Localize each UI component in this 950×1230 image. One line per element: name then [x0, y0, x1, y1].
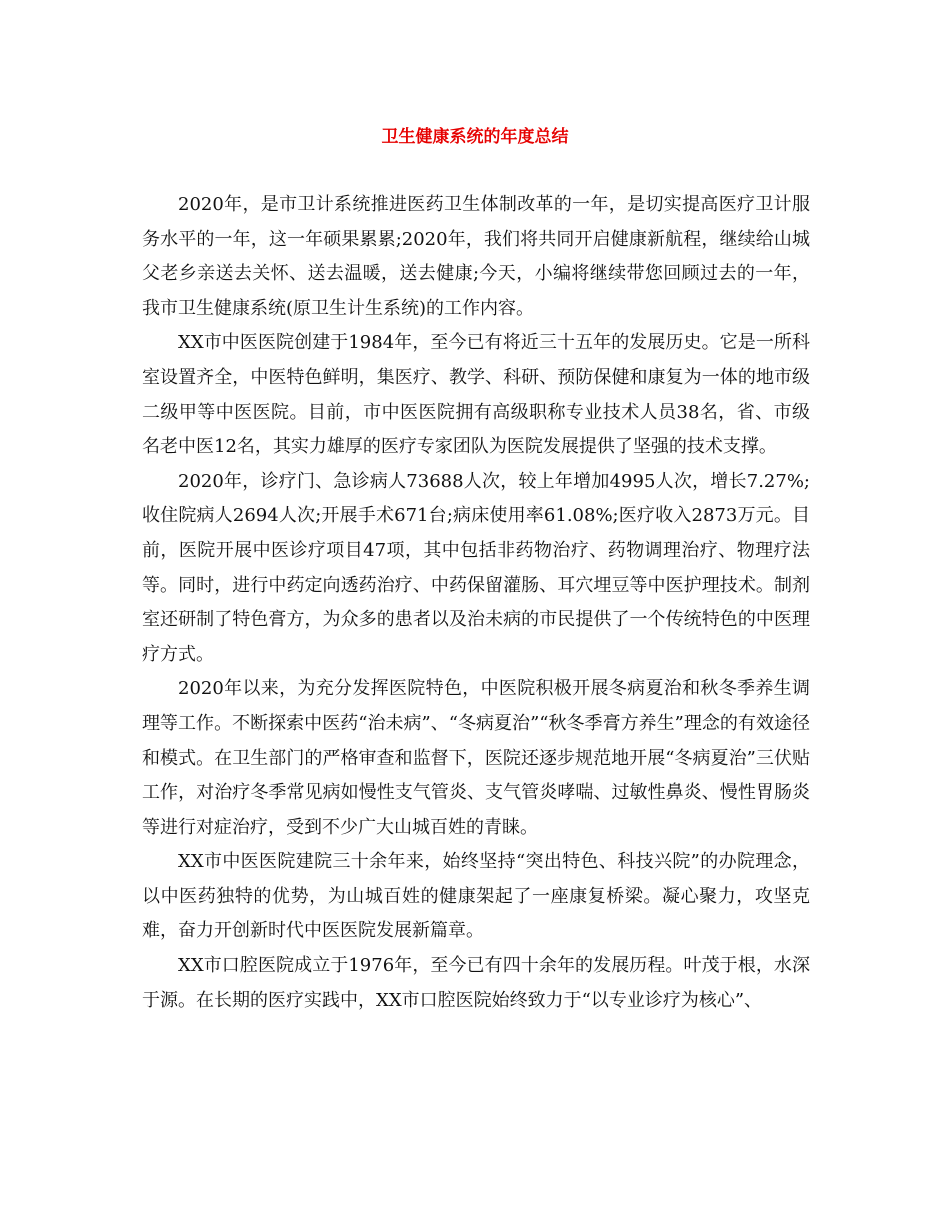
document-body: [142, 188, 810, 1018]
paragraph-dental-hospital: XX市口腔医院成立于1976年，至今已有四十余年的发展历程。叶茂于根，水深于源。在长期的医疗实践中，XX市口腔医院始终致力于“以专业诊疗为核心”、: [142, 955, 810, 1011]
paragraph-tcm-hospital-history: XX市中医医院创建于1984年，至今已有将近三十五年的发展历史。它是一所科室设置齐全，中医特色鲜明，集医疗、教学、科研、预防保健和康复为一体的地市级二级甲等中医医院。目前，市中医医院拥有高级职称专业技术人员38名，省、市级名老中医12名，其实力雄厚的医疗专家团队为医院发展提供了坚强的技术支撑。: [142, 332, 810, 458]
paragraph-winter-summer-treatment: 2020年以来，为充分发挥医院特色，中医院积极开展冬病夏治和秋冬季养生调理等工作。不断探索中医药“治未病”、“冬病夏治”“秋冬季膏方养生”理念的有效途径和模式。在卫生部门的严格审查和监督下，医院还逐步规范地开展“冬病夏治”三伏贴工作，对治疗冬季常见病如慢性支气管炎、支气管炎哮喘、过敏性鼻炎、慢性胃肠炎等进行对症治疗，受到不少广大山城百姓的青睐。: [142, 678, 810, 838]
paragraph-intro: 2020年，是市卫计系统推进医药卫生体制改革的一年，是切实提高医疗卫计服务水平的一年，这一年硕果累累;2020年，我们将共同开启健康新航程，继续给山城父老乡亲送去关怀、送去温暖，送去健康;今天，小编将继续带您回顾过去的一年，我市卫生健康系统(原卫生计生系统)的工作内容。: [142, 194, 810, 319]
document-title: 卫生健康系统的年度总结: [381, 127, 569, 147]
paragraph-tcm-hospital-stats: 2020年，诊疗门、急诊病人73688人次，较上年增加4995人次，增长7.27%;收住院病人2694人次;开展手术671台;病床使用率61.08%;医疗收入2873万元。目前，医院开展中医诊疗项目47项，其中包括非药物治疗、药物调理治疗、物理疗法等。同时，进行中药定向透药治疗、中药保留灌肠、耳穴埋豆等中医护理技术。制剂室还研制了特色膏方，为众多的患者以及治未病的市民提供了一个传统特色的中医理疗方式。: [142, 470, 810, 665]
paragraph-tcm-hospital-philosophy: XX市中医医院建院三十余年来，始终坚持“突出特色、科技兴院”的办院理念，以中医药独特的优势，为山城百姓的健康架起了一座康复桥梁。凝心聚力，攻坚克难，奋力开创新时代中医医院发展新篇章。: [142, 851, 810, 942]
